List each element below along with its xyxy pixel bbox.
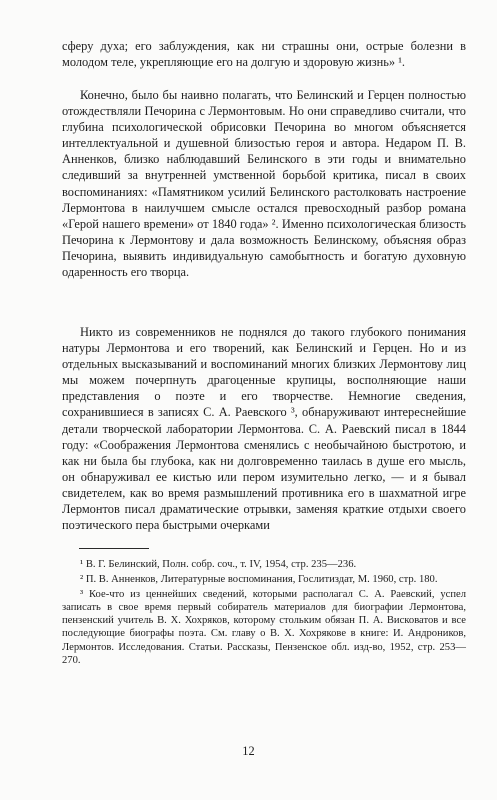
footnote-3: ³ Кое-что из ценнейших сведений, которыми располагал С. А. Раевский, успел записать в свое время первый собиратель материалов для биографии Лермонтова, пензенский учитель В. Х. Хохряков, которому стольким обязан П. А. Висковатов и все последующие биографы поэта. См. главу о В. Х. Хохрякове в книге: И. Андроников, Лермонтов. Исследования. Статьи. Рассказы, Пензенское обл. изд-во, 1952, стр. 253—270.: [62, 588, 466, 667]
footnotes: [62, 558, 466, 669]
footnote-2: ² П. В. Анненков, Литературные воспоминания, Гослитиздат, М. 1960, стр. 180.: [80, 573, 438, 585]
paragraph-raevsky: Никто из современников не поднялся до такого глубокого понимания натуры Лермонтова и его творений, как Белинский и Герцен. Но и из отдельных высказываний и воспоминаний многих близких Лермонтову лиц мы можем почерпнуть драгоценные крупицы, восполняющие наши представления о поэте и его творчестве. Немногие сведения, сохранившиеся в записях С. А. Раевского ³, обнаруживают интереснейшие детали творческой лаборатории Лермонтова. С. А. Раевский писал в 1844 году: «Соображения Лермонтова сменялись с необычайною быстротою, и как ни была бы глубока, как ни долговременно таилась в душе его мысль, он обнаруживал ее кистью или пером изумительно легко, — и я бывал свидетелем, как во время размышлений противника его в шахматной игре Лермонтов писал драматические отрывки, заменяя краткие отдыхи своего поэтического пера быстрыми очерками: [62, 325, 466, 533]
page-number: 12: [242, 744, 255, 758]
footnote-divider: [79, 548, 149, 549]
body-text-section-2: [62, 324, 466, 533]
footnote-1: ¹ В. Г. Белинский, Полн. собр. соч., т. IV, 1954, стр. 235—236.: [80, 559, 357, 570]
body-text-continuation: [62, 38, 466, 70]
body-text-section-1: [62, 87, 466, 280]
paragraph-pechorin-lermontov: Конечно, было бы наивно полагать, что Белинский и Герцен полностью отождествляли Печорина с Лермонтовым. Но они справедливо считали, что глубина психологической обрисовки Печорина во многом объясняется интеллектуальной и душевной близостью героя и автора. Недаром П. В. Анненков, близко наблюдавший Белинского в эти годы и внимательно следивший за внутренней умственной борьбой критика, писал в своих воспоминаниях: «Памятником усилий Белинского растолковать настроение Лермонтова в наилучшем смысле остался превосходный разбор романа «Герой нашего времени» от 1840 года» ². Именно психологическая близость Печорина к Лермонтову и дала возможность Белинскому, объясняя образ Печорина, выявить индивидуальную самобытность и богатую духовную одаренность его творца.: [62, 88, 466, 280]
paragraph-continued: сферу духа; его заблуждения, как ни страшны они, острые болезни в молодом теле, укрепляющие его на долгую и здоровую жизнь» ¹.: [62, 39, 466, 70]
